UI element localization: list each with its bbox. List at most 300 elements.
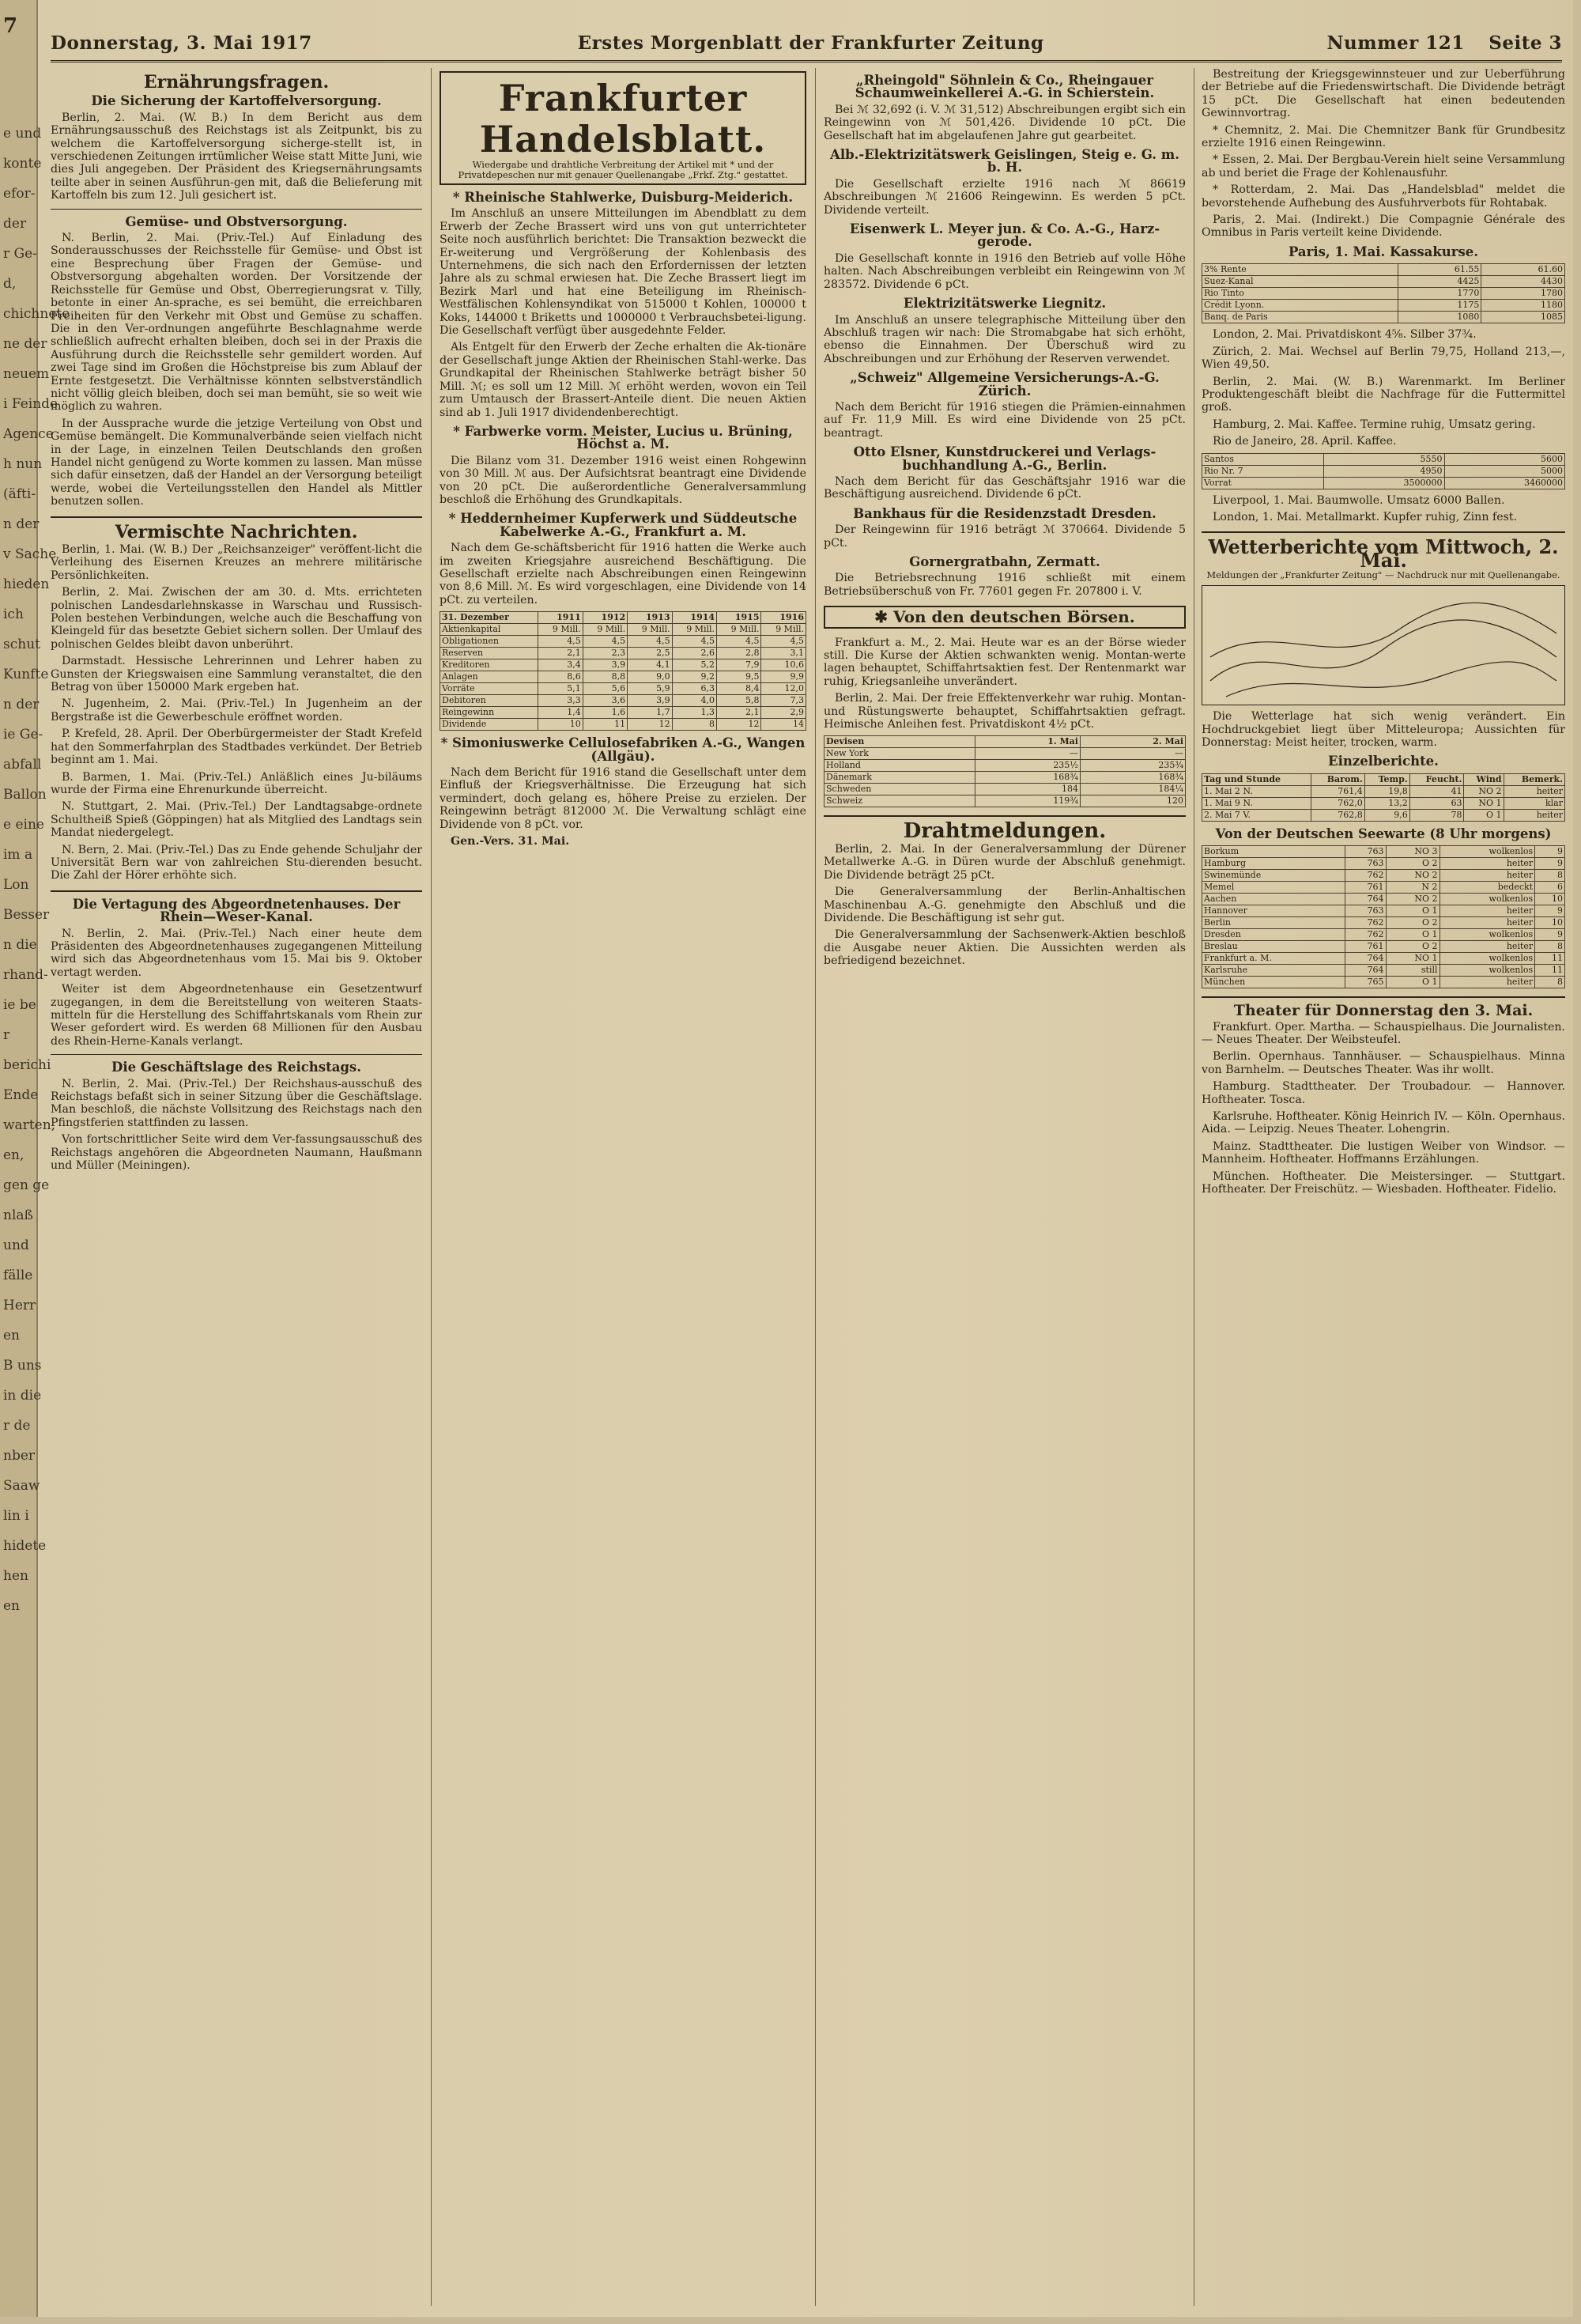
einzelberichte-table	[1202, 773, 1565, 822]
table-header-cell: Devisen	[824, 736, 975, 748]
table-header-cell: Wind	[1464, 773, 1504, 785]
table-cell: 1,6	[583, 707, 627, 719]
table-cell: 3% Rente	[1202, 264, 1398, 276]
fragment-text: h nun	[3, 456, 43, 472]
table-cell: 2,1	[538, 648, 583, 659]
fragment-text: neuem	[3, 366, 50, 382]
table-cell: NO 3	[1386, 846, 1440, 858]
fragment-text: Ballon	[3, 787, 47, 803]
table-cell: 9,0	[628, 671, 672, 683]
table-cell: 235¾	[1080, 760, 1185, 772]
article-paragraph: Die Gesellschaft konnte in 1916 den Betrieb auf volle Höhe halten. Nach Abschreibungen verbleibt ein Reingewinn von ℳ 283572. Dividende 6 pCt.	[824, 251, 1186, 291]
section-title: Drahtmeldungen.	[903, 819, 1107, 844]
table-cell: NO 2	[1386, 870, 1440, 882]
table-cell: Rio Tinto	[1202, 288, 1398, 300]
table-cell: 9 Mill.	[538, 624, 583, 636]
wetter-title: Wetterberichte vom Mittwoch, 2. Mai.	[1208, 535, 1559, 572]
fragment-text: en	[3, 1328, 21, 1343]
fragment-text: der	[3, 216, 27, 232]
table-row	[1202, 288, 1565, 300]
table-row	[1202, 465, 1565, 477]
table-cell: heiter	[1440, 858, 1535, 870]
table-cell: 2,1	[717, 707, 761, 719]
table-row	[1202, 809, 1565, 821]
article-paragraph: Berlin, 2. Mai. Der freie Effektenverkehr war ruhig. Montan- und Rüstungswerte behauptet, Schiffahrtsaktien gefragt. Heimische Anleihen fest. Privatdiskont 4½ pCt.	[824, 692, 1186, 731]
table-cell: 184	[975, 784, 1080, 795]
header-page: Seite 3	[1489, 32, 1562, 54]
balance-table	[440, 611, 806, 731]
paris-kurse-table	[1202, 263, 1565, 323]
table-cell: Schweden	[824, 784, 975, 795]
table-cell: 9 Mill.	[717, 624, 761, 636]
star-icon: ✱	[874, 607, 894, 627]
table-cell: 9,6	[1364, 809, 1409, 821]
table-cell: 12	[717, 719, 761, 731]
article-headline: Die Vertagung des Abgeordnetenhauses. Der Rhein—Weser-Kanal.	[72, 896, 401, 925]
section-title: Ernährungsfragen.	[143, 72, 330, 93]
fragment-text: n der	[3, 516, 40, 532]
table-cell: 9	[1535, 846, 1565, 858]
article-headline: Bankhaus für die Residenzstadt Dresden.	[853, 505, 1157, 521]
table-cell: 8,6	[538, 671, 583, 683]
table-row	[824, 772, 1186, 784]
table-cell: 61.55	[1398, 264, 1481, 276]
table-row	[1202, 264, 1565, 276]
table-cell: 9,9	[761, 671, 806, 683]
fragment-text: ie Ge-	[3, 727, 43, 743]
table-cell: 4425	[1398, 276, 1481, 288]
table-cell: 4,5	[717, 636, 761, 648]
fragment-text: B uns	[3, 1358, 42, 1374]
table-cell: 119¾	[975, 795, 1080, 807]
handelsblatt-note: Wiedergabe und drahtliche Verbreitung der Artikel mit * und der Privatdepeschen nur mit genauer Quellenangabe „Frkf. Ztg." gestattet.	[458, 159, 788, 180]
table-cell: 6,3	[672, 683, 716, 695]
table-cell: 4,5	[761, 636, 806, 648]
table-cell: 764	[1345, 965, 1386, 977]
article-paragraph: Frankfurt. Oper. Martha. — Schauspielhaus. Die Journalisten. — Neues Theater. Der Weibsteufel.	[1202, 1020, 1565, 1046]
article-paragraph: * Chemnitz, 2. Mai. Die Chemnitzer Bank für Grundbesitz erzielte 1916 einen Reingewinn.	[1202, 123, 1565, 150]
article-headline: Eisenwerk L. Meyer jun. & Co. A.-G., Harz-gerode.	[849, 221, 1160, 250]
table-cell: Santos	[1202, 453, 1324, 465]
article-headline: Otto Elsner, Kunstdruckerei und Verlags-buchhandlung A.-G., Berlin.	[853, 444, 1157, 473]
table-cell: 2,8	[717, 648, 761, 659]
table-cell: O 2	[1386, 917, 1440, 929]
table-header-cell: Bemerk.	[1504, 773, 1564, 785]
table-cell: NO 1	[1386, 953, 1440, 965]
table-header-cell: 2. Mai	[1080, 736, 1185, 748]
table-cell: 761	[1345, 882, 1386, 894]
table-cell: O 1	[1386, 905, 1440, 917]
table-row	[1202, 870, 1565, 882]
article-paragraph: München. Hoftheater. Die Meistersinger. — Stuttgart. Hoftheater. Der Freischütz. — Wiesbaden. Hoftheater. Fidelio.	[1202, 1170, 1565, 1196]
article-paragraph: Die Bilanz vom 31. Dezember 1916 weist einen Rohgewinn von 30 Mill. ℳ aus. Der Aufsichtsrat beantragt eine Dividende von 20 pCt. Die außerordentliche Generalversammlung beschloß die Erhöhung des Grundkapitals.	[440, 454, 806, 506]
table-cell: 9	[1535, 929, 1565, 941]
table-cell: Hannover	[1202, 905, 1345, 917]
article-paragraph: Nach dem Bericht für 1916 stand die Gesellschaft unter dem Einfluß der Kriegsverhältnisse. Die Erzeugung hat sich vermindert, doch gelang es, höhere Preise zu erzielen. Der Reingewinn beträgt 812000 ℳ. Die Verwaltung schlägt eine Dividende von 8 pCt. vor.	[440, 766, 806, 831]
fragment-text: r	[3, 1027, 10, 1043]
article-headline: „Schweiz" Allgemeine Versicherungs-A.-G. Zürich.	[850, 370, 1160, 399]
table-cell: 9 Mill.	[672, 624, 716, 636]
table-cell: 3,3	[538, 695, 583, 707]
table-header-cell: Temp.	[1364, 773, 1409, 785]
column-1	[51, 68, 422, 2306]
theater-title: Theater für Donnerstag den 3. Mai.	[1233, 1002, 1534, 1020]
fragment-text: en,	[3, 1147, 25, 1163]
column-rule	[815, 68, 816, 2306]
table-cell: 3,1	[761, 648, 806, 659]
fragment-text: hidete	[3, 1538, 47, 1554]
article-paragraph: Die Gesellschaft erzielte 1916 nach ℳ 86619 Abschreibungen ℳ 21606 Reingewinn. Es werden 5 pCt. Dividende verteilt.	[824, 177, 1186, 217]
table-cell: NO 2	[1386, 894, 1440, 905]
table-cell: 4,5	[628, 636, 672, 648]
table-cell: Dänemark	[824, 772, 975, 784]
table-cell: Dresden	[1202, 929, 1345, 941]
fragment-text: ne der	[3, 336, 47, 352]
table-header-cell: 1913	[628, 612, 672, 624]
article-paragraph: Der Reingewinn für 1916 beträgt ℳ 370664. Dividende 5 pCt.	[824, 523, 1186, 550]
article-paragraph: Rio de Janeiro, 28. April. Kaffee.	[1213, 435, 1397, 448]
table-cell: 6	[1535, 882, 1565, 894]
article-paragraph: N. Jugenheim, 2. Mai. (Priv.-Tel.) In Jugenheim an der Bergstraße ist die Gewerbeschule eröffnet worden.	[51, 697, 422, 724]
fragment-text: Besser	[3, 907, 50, 923]
table-cell: 4,5	[672, 636, 716, 648]
table-cell: 762	[1345, 870, 1386, 882]
table-cell: O 2	[1386, 941, 1440, 953]
table-row	[1202, 953, 1565, 965]
table-cell: wolkenlos	[1440, 965, 1535, 977]
table-row	[1202, 785, 1565, 797]
table-cell: still	[1386, 965, 1440, 977]
article-paragraph: N. Stuttgart, 2. Mai. (Priv.-Tel.) Der Landtagsabge-ordnete Schultheiß Spieß (Göppingen) hat als Mitglied des Landtags sein Mandat niedergelegt.	[51, 800, 422, 840]
table-cell: Dividende	[440, 719, 538, 731]
table-cell: Kreditoren	[440, 659, 538, 671]
table-cell: 8	[1535, 870, 1565, 882]
article-paragraph: Weiter ist dem Abgeordnetenhause ein Gesetzentwurf zugegangen, in dem die Bereitstellung von weiteren Staats-mitteln für die Herstellung des Schiffahrtskanals vom Rhein zur Weser gefordert wird. Es werden 68 Millionen für den Ausbau des Rhein-Herne-Kanals verlangt.	[51, 983, 422, 1048]
table-cell: 10,6	[761, 659, 806, 671]
table-cell: 1180	[1481, 300, 1565, 312]
handelsblatt-masthead	[440, 71, 806, 185]
table-cell: Reingewinn	[440, 707, 538, 719]
article-paragraph: Die Wetterlage hat sich wenig verändert. Ein Hochdruckgebiet liegt über Mitteleuropa; Aussichten für Donnerstag: Meist heiter, trocken, warm.	[1202, 710, 1565, 749]
table-cell: 10	[538, 719, 583, 731]
article-headline: * Farbwerke vorm. Meister, Lucius u. Brüning, Höchst a. M.	[453, 423, 793, 452]
table-cell: 5,2	[672, 659, 716, 671]
article-paragraph: London, 1. Mai. Metallmarkt. Kupfer ruhig, Zinn fest.	[1213, 510, 1518, 523]
fragment-text: gen ge	[3, 1177, 50, 1193]
table-row	[440, 659, 806, 671]
page-header	[51, 22, 1562, 62]
boersen-title-box	[824, 606, 1186, 628]
article-headline: Die Sicherung der Kartoffelversorgung.	[91, 93, 382, 109]
table-cell: Holland	[824, 760, 975, 772]
table-cell: 762	[1345, 917, 1386, 929]
fragment-text: en	[3, 1598, 21, 1614]
article-paragraph: P. Krefeld, 28. April. Der Oberbürgermeister der Stadt Krefeld hat den Sommerfahrplan des Stadtbades verkündet. Der Betrieb beginnt am 1. Mai.	[51, 727, 422, 767]
table-cell: 764	[1345, 894, 1386, 905]
divider	[51, 1054, 422, 1055]
fragment-text: konte	[3, 156, 42, 172]
fragment-text: abfall	[3, 757, 42, 773]
table-cell: 1780	[1481, 288, 1565, 300]
table-cell: 1. Mai 2 N.	[1202, 785, 1311, 797]
article-paragraph: Darmstadt. Hessische Lehrerinnen und Lehrer haben zu Gunsten der Kriegswaisen eine Sammlung veranstaltet, die den Betrag von über 150000 Mark ergeben hat.	[51, 655, 422, 694]
article-paragraph: Berlin, 2. Mai. (W. B.) In dem Bericht aus dem Ernährungsausschuß des Reichstags ist als Zeitpunkt, bis zu welchem die Kartoffelversorgung sicherge-stellt ist, in verschiedenen Zeitungen irrtümlicher Weise statt Mitte Juni, wie dies Juli angegeben. Der Präsident des Kriegsernährungsamts teilte aber in seinen Ausführun-gen mit, daß die Belieferung mit Kartoffeln bis zum 12. Juli gesichert ist.	[51, 111, 422, 202]
article-paragraph: N. Berlin, 2. Mai. (Priv.-Tel.) Auf Einladung des Sonderausschusses der Reichsstelle für Gemüse- und Obst ist eine Besprechung über Fragen der Gemüse- und Obstversorgung abgehalten worden. Der Vorsitzende der Reichsstelle für Gemüse und Obst, Oberregierungsrat v. Tilly, betonte in einer An-sprache, es sei bemüht, die erreichbaren Freiheiten für den Verkehr mit Obst und Gemüse zu schaffen. Die in den Ver-ordnungen angeführte Beschlagnahme werde schließlich aufrecht erhalten bleiben, doch sei in der Praxis die Ausführung durch die Reichsstelle sehr gemildert worden. Auf zwei Tage sind im Großen die Höchstpreise bis zum Ablauf der Ernte festgesetzt. Die Verhältnisse könnten selbstverständlich nicht völlig gleich bleiben, doch sei man bemüht, sie so weit wie möglich zu wahren.	[51, 232, 422, 414]
table-cell: NO 2	[1464, 785, 1504, 797]
table-cell: Breslau	[1202, 941, 1345, 953]
table-cell: Vorrat	[1202, 477, 1324, 489]
column-rule	[431, 68, 432, 2306]
table-cell: 1770	[1398, 288, 1481, 300]
article-paragraph: Im Anschluß an unsere telegraphische Mitteilung über den Abschluß tragen wir nach: Die Stromabgabe hat sich erhöht, ebenso die Einnahmen. Der Überschuß wird zu Abschreibungen und zur Erhöhung der Reserven verwendet.	[824, 313, 1186, 365]
table-cell: wolkenlos	[1440, 894, 1535, 905]
fragment-text: efor-	[3, 186, 36, 202]
table-cell: New York	[824, 748, 975, 760]
table-row	[440, 695, 806, 707]
table-header-cell: Feucht.	[1409, 773, 1464, 785]
table-row	[1202, 300, 1565, 312]
table-cell: 184¼	[1080, 784, 1185, 795]
fragment-text: Herr	[3, 1298, 36, 1313]
article-paragraph: Bestreitung der Kriegsgewinnsteuer und zur Ueberführung der Betriebe auf die Friedenswirtschaft. Die Dividende beträgt 15 pCt. Die Gesellschaft hat einen bedeutenden Gewinnvortrag.	[1202, 68, 1565, 120]
table-cell: 11	[1535, 965, 1565, 977]
table-cell: 3,9	[628, 695, 672, 707]
table-cell: 7,9	[717, 659, 761, 671]
fragment-text: r de	[3, 1418, 31, 1434]
table-cell: Vorräte	[440, 683, 538, 695]
article-paragraph: Berlin, 2. Mai. (W. B.) Warenmarkt. Im Berliner Produktengeschäft bleibt die Nachfrage für die Futtermittel groß.	[1202, 375, 1565, 414]
table-cell: 9 Mill.	[628, 624, 672, 636]
table-cell: 762	[1345, 929, 1386, 941]
table-cell: 8	[672, 719, 716, 731]
weather-map	[1202, 585, 1565, 705]
article-headline: * Heddernheimer Kupferwerk und Süddeutsche Kabelwerke A.-G., Frankfurt a. M.	[448, 511, 798, 539]
weather-map-graphic	[1202, 586, 1564, 705]
article-headline: * Rheinische Stahlwerke, Duisburg-Meiderich.	[452, 190, 794, 205]
article-paragraph: B. Barmen, 1. Mai. (Priv.-Tel.) Anläßlich eines Ju-biläums wurde der Firma eine Ehrenurkunde überreicht.	[51, 770, 422, 796]
table-cell: 1175	[1398, 300, 1481, 312]
fragment-text: r Ge-	[3, 246, 37, 262]
table-cell: 1085	[1481, 312, 1565, 323]
table-cell: Hamburg	[1202, 858, 1345, 870]
article-headline: „Rheingold" Söhnlein & Co., Rheingauer Schaumweinkellerei A.-G. in Schierstein.	[855, 73, 1155, 101]
article-paragraph: Berlin. Opernhaus. Tannhäuser. — Schauspielhaus. Minna von Barnhelm. — Deutsches Theater. Was ihr wollt.	[1202, 1050, 1565, 1076]
table-cell: 3500000	[1324, 477, 1444, 489]
table-cell: O 1	[1386, 929, 1440, 941]
article-paragraph: Liverpool, 1. Mai. Baumwolle. Umsatz 6000 Ballen.	[1213, 493, 1505, 507]
table-cell: 61.60	[1481, 264, 1565, 276]
table-cell: 763	[1345, 858, 1386, 870]
table-row	[824, 760, 1186, 772]
table-cell: 5,6	[583, 683, 627, 695]
table-cell: heiter	[1440, 870, 1535, 882]
fragment-text: n der	[3, 697, 40, 712]
table-row	[1202, 917, 1565, 929]
table-cell: heiter	[1440, 941, 1535, 953]
table-cell: 12	[628, 719, 672, 731]
fragment-text: ie be	[3, 997, 36, 1013]
column-3	[824, 68, 1186, 2306]
table-cell: Reserven	[440, 648, 538, 659]
table-cell: 4950	[1324, 465, 1444, 477]
table-cell: wolkenlos	[1440, 953, 1535, 965]
table-cell: München	[1202, 977, 1345, 988]
table-cell: heiter	[1440, 917, 1535, 929]
table-cell: bedeckt	[1440, 882, 1535, 894]
divider	[51, 209, 422, 210]
table-cell: klar	[1504, 797, 1564, 809]
article-paragraph: London, 2. Mai. Privatdiskont 4⅝. Silber 37¾.	[1213, 328, 1477, 342]
article-paragraph: N. Berlin, 2. Mai. (Priv.-Tel.) Der Reichshaus-ausschuß des Reichstags befaßt sich in seiner Sitzung über die Geschäftslage. Man beschloß, die nächste Vollsitzung des Reichstags nach den Pfingstferien stattfinden zu lassen.	[51, 1077, 422, 1129]
table-cell: 14	[761, 719, 806, 731]
article-headline: Elektrizitätswerke Liegnitz.	[903, 296, 1107, 312]
table-cell: 78	[1409, 809, 1464, 821]
table-cell: 3460000	[1444, 477, 1564, 489]
fragment-text: ich	[3, 607, 24, 622]
table-cell: 8	[1535, 977, 1565, 988]
table-cell: Frankfurt a. M.	[1202, 953, 1345, 965]
table-cell: 168¾	[1080, 772, 1185, 784]
header-number: Nummer 121	[1326, 32, 1465, 54]
article-paragraph: Die Betriebsrechnung 1916 schließt mit einem Betriebsüberschuß von Fr. 77601 gegen Fr. 207800 i. V.	[824, 572, 1186, 598]
table-cell: 762,0	[1311, 797, 1365, 809]
table-cell: 5,8	[717, 695, 761, 707]
table-row	[440, 624, 806, 636]
fragment-text: fälle	[3, 1268, 33, 1283]
article-footer: Gen.-Vers. 31. Mai.	[451, 835, 570, 848]
rio-kaffee-table	[1202, 453, 1565, 489]
article-paragraph: N. Bern, 2. Mai. (Priv.-Tel.) Das zu Ende gehende Schuljahr der Universität Bern war von zahlreichen Stu-dierenden besucht. Die Zahl der Hörer erhöhte sich.	[51, 843, 422, 882]
table-cell: O 1	[1464, 809, 1504, 821]
boersen-title: Von den deutschen Börsen.	[893, 607, 1135, 627]
divider	[1202, 531, 1565, 533]
handelsblatt-title: Frankfurter Handelsblatt.	[479, 77, 767, 161]
table-header-cell: Barom.	[1311, 773, 1365, 785]
table-cell: 5,1	[538, 683, 583, 695]
seewarte-table	[1202, 845, 1565, 988]
table-cell: 1,3	[672, 707, 716, 719]
table-cell: 762,8	[1311, 809, 1365, 821]
table-header-cell: 1916	[761, 612, 806, 624]
table-cell: N 2	[1386, 882, 1440, 894]
table-row	[1202, 846, 1565, 858]
article-paragraph: Die Generalversammlung der Berlin-Anhaltischen Maschinenbau A.-G. genehmigte den Abschluß und die Dividende. Die Beschäftigung ist sehr gut.	[824, 886, 1186, 924]
table-row	[1202, 929, 1565, 941]
table-cell: 10	[1535, 894, 1565, 905]
fragment-text: Saaw	[3, 1478, 40, 1494]
table-header-cell: 1911	[538, 612, 583, 624]
fragment-text: berichi	[3, 1057, 51, 1073]
fragment-text: Lon	[3, 877, 29, 893]
table-cell: Schweiz	[824, 795, 975, 807]
fragment-text: im a	[3, 847, 33, 863]
fragment-text: nlaß	[3, 1207, 33, 1223]
table-cell: heiter	[1440, 977, 1535, 988]
table-cell: 761,4	[1311, 785, 1365, 797]
fragment-text: n die	[3, 937, 37, 953]
column-2	[440, 68, 806, 2306]
table-cell: 7,3	[761, 695, 806, 707]
article-paragraph: Nach dem Bericht für 1916 stiegen die Prämien-einnahmen auf Fr. 11,9 Mill. Es wird eine Dividende von 25 pCt. beantragt.	[824, 400, 1186, 440]
table-cell: 3,6	[583, 695, 627, 707]
table-cell: 1. Mai 9 N.	[1202, 797, 1311, 809]
fragment-text: lin i	[3, 1508, 29, 1524]
table-cell: NO 1	[1464, 797, 1504, 809]
table-row	[1202, 477, 1565, 489]
table-cell: 3,4	[538, 659, 583, 671]
table-cell: 4430	[1481, 276, 1565, 288]
article-paragraph: Im Anschluß an unsere Mitteilungen im Abendblatt zu dem Erwerb der Zeche Brassert wird uns von gut unterrichteter Seite noch ausführlich berichtet: Die Transaktion bezweckt die Er-weiterung und Vergrößerung der Kohlenbasis des Unternehmens, die sich nach den Erfordernissen der letzten Jahre als zu schmal erwiesen hat. Die Zeche Brassert liegt im Bezirk Marl und hat eine Beteiligung im Rheinisch-Westfälischen Kohlensyndikat von 515000 t Kohlen, 100000 t Koks, 144000 t Briketts und 1000000 t Verbrauchsbetei-ligung. Die Gesellschaft verfügt über ausgedehnte Felder.	[440, 207, 806, 338]
table-cell: 3,9	[583, 659, 627, 671]
table-header-cell: 1. Mai	[975, 736, 1080, 748]
table-cell: Swinemünde	[1202, 870, 1345, 882]
table-cell: 12,0	[761, 683, 806, 695]
table-cell: 4,0	[672, 695, 716, 707]
table-title: Paris, 1. Mai. Kassakurse.	[1288, 244, 1479, 259]
article-headline: Gornergratbahn, Zermatt.	[909, 554, 1100, 569]
article-paragraph: Als Entgelt für den Erwerb der Zeche erhalten die Ak-tionäre der Gesellschaft junge Aktien der Rheinischen Stahl-werke. Das Grundkapital der Rheinischen Stahlwerke beträgt bisher 50 Mill. ℳ; es soll um 12 Mill. ℳ erhöht werden, wovon ein Teil zum Umtausch der Brassert-Anteile dient. Die neuen Aktien sind ab 1. Juli 1917 dividendenberechtigt.	[440, 341, 806, 419]
table-cell: 19,8	[1364, 785, 1409, 797]
table-cell: 9 Mill.	[583, 624, 627, 636]
article-headline: Die Geschäftslage des Reichstags.	[111, 1060, 361, 1075]
article-paragraph: Frankfurt a. M., 2. Mai. Heute war es an der Börse wieder still. Die Kurse der Aktien schwankten wenig. Montan-werte lagen behauptet, Schiffahrtsaktien fest. Der Rentenmarkt war ruhig, Kriegsanleihe unverändert.	[824, 636, 1186, 688]
table-cell: Crédit Lyonn.	[1202, 300, 1398, 312]
table-row	[824, 795, 1186, 807]
fragment-text: Ende	[3, 1087, 39, 1103]
fragment-text: (äfti-	[3, 486, 36, 502]
table-cell: Obligationen	[440, 636, 538, 648]
article-paragraph: Von fortschrittlicher Seite wird dem Ver-fassungsausschuß des Reichstags angehören die Abgeordneten Naumann, Haußmann und Müller (Meiningen).	[51, 1133, 422, 1173]
fragment-text: schut	[3, 637, 40, 652]
table-header-cell: 1912	[583, 612, 627, 624]
article-paragraph: * Rotterdam, 2. Mai. Das „Handelsblad" meldet die bevorstehende Aufhebung des Ausfuhrverbots für Rohtabak.	[1202, 183, 1565, 210]
table-cell: 5,9	[628, 683, 672, 695]
article-paragraph: * Essen, 2. Mai. Der Bergbau-Verein hielt seine Versammlung ab und beriet die Frage der Kohlenausfuhr.	[1202, 153, 1565, 179]
table-row	[1202, 882, 1565, 894]
table-title: Einzelberichte.	[1328, 754, 1439, 769]
table-cell: 11	[583, 719, 627, 731]
table-cell: heiter	[1440, 905, 1535, 917]
divider	[51, 890, 422, 892]
table-cell: O 1	[1386, 977, 1440, 988]
table-cell: 9,5	[717, 671, 761, 683]
left-page-number: 7	[3, 14, 18, 38]
table-cell: 763	[1345, 905, 1386, 917]
column-4	[1202, 68, 1565, 2306]
table-cell: 761	[1345, 941, 1386, 953]
article-paragraph: N. Berlin, 2. Mai. (Priv.-Tel.) Nach einer heute dem Präsidenten des Abgeordnetenhauses zugegangenen Mitteilung wird sich das Abgeordnetenhaus vom 15. Mai bis 9. Oktober vertagt werden.	[51, 927, 422, 979]
table-cell: O 2	[1386, 858, 1440, 870]
table-cell: Debitoren	[440, 695, 538, 707]
fragment-text: rhand-	[3, 967, 48, 983]
table-cell: wolkenlos	[1440, 929, 1535, 941]
fragment-text: chichnete	[3, 306, 70, 322]
article-paragraph: Hamburg. Stadttheater. Der Troubadour. — Hannover. Hoftheater. Tosca.	[1202, 1080, 1565, 1106]
article-paragraph: Paris, 2. Mai. (Indirekt.) Die Compagnie Générale des Omnibus in Paris verteilt keine Dividende.	[1202, 214, 1565, 240]
table-cell: 10	[1535, 917, 1565, 929]
fragment-text: e eine	[3, 817, 44, 833]
table-cell: Borkum	[1202, 846, 1345, 858]
table-row	[440, 636, 806, 648]
fragment-text: nber	[3, 1448, 36, 1464]
table-cell: 13,2	[1364, 797, 1409, 809]
table-cell: 4,5	[583, 636, 627, 648]
divider	[824, 815, 1186, 817]
article-paragraph: Die Generalversammlung der Sachsenwerk-Aktien beschloß die Ausgabe neuer Aktien. Die Aussichten werden als befriedigend bezeichnet.	[824, 928, 1186, 968]
fragment-text: und	[3, 1238, 29, 1253]
article-paragraph: Bei ℳ 32,692 (i. V. ℳ 31,512) Abschreibungen ergibt sich ein Reingewinn von ℳ 501,426. Dividende 10 pCt. Die Gesellschaft hat im abgelaufenen Jahre gut gearbeitet.	[824, 103, 1186, 142]
table-cell: 11	[1535, 953, 1565, 965]
